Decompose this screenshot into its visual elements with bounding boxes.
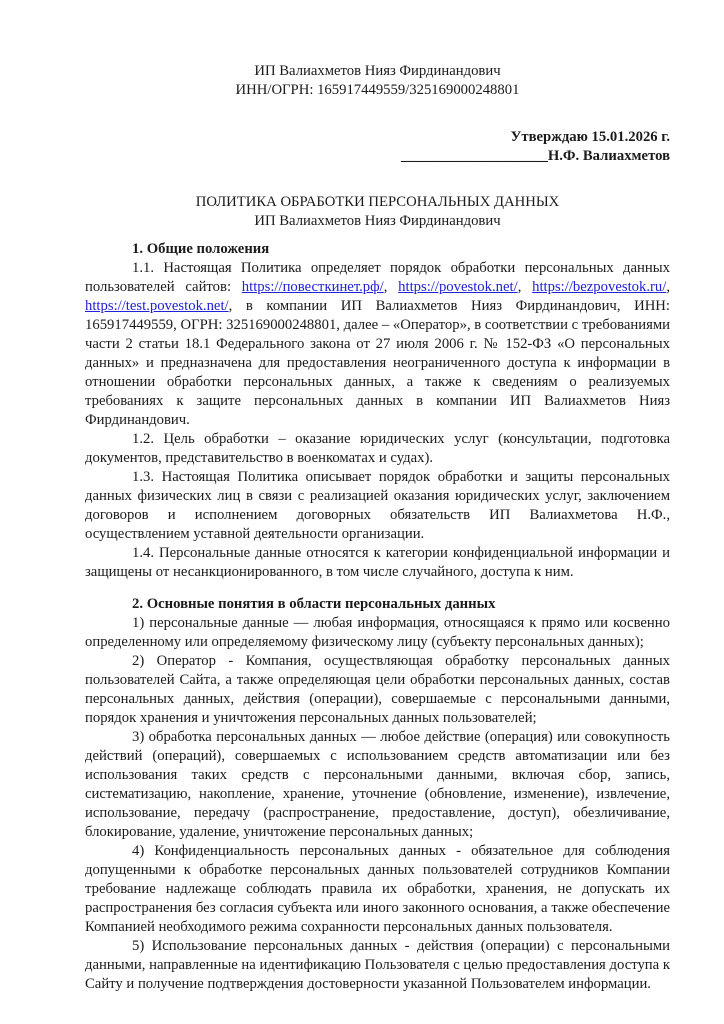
link-separator: ,	[517, 279, 533, 295]
approval-date-line: Утверждаю 15.01.2026 г.	[510, 129, 670, 145]
paragraph-1-4: 1.4. Персональные данные относятся к категории конфиденциальной информации и защищены от несанкционированного, в том числе случайного, доступа к ним.	[85, 545, 670, 580]
paragraph-1-2: 1.2. Цель обработки – оказание юридических услуг (консультации, подготовка документов, представительство в военкоматах и судах).	[85, 431, 670, 466]
company-name-header: ИП Валиахметов Нияз Фирдинандович	[254, 63, 501, 79]
definition-item-4: 4) Конфиденциальность персональных данных - обязательное для соблюдения допущенными к обработке персональных данных пользователей сотрудников Компании требование надлежаще соблюдать правила их обработки, хранения, не допускать их распространения без согласия субъекта или иного законного основания, а также обеспечение Компанией необходимого режима сохранности персональных данных пользователя.	[85, 843, 670, 935]
paragraph-1-3: 1.3. Настоящая Политика описывает порядок обработки и защиты персональных данных физических лиц в связи с реализацией оказания юридических услуг, заключением договоров и исполнением договорных обязательств ИП Валиахметова Н.Ф., осуществлением уставной деятельности организации.	[85, 469, 670, 542]
link-povestok-net[interactable]: https://povestok.net/	[398, 279, 518, 295]
signature-line: ____________________Н.Ф. Валиахметов	[400, 148, 670, 164]
document-title	[85, 193, 670, 231]
section-2-heading: 2. Основные понятия в области персональных данных	[132, 596, 496, 612]
document-title-line2: ИП Валиахметов Нияз Фирдинандович	[254, 213, 501, 229]
section-1-heading: 1. Общие положения	[132, 241, 270, 257]
paragraph-1-1	[85, 259, 670, 430]
inn-ogrn-line: ИНН/ОГРН: 165917449559/325169000248801	[235, 82, 520, 98]
paragraph-1-1-body: , в компании ИП Валиахметов Нияз Фирдинандович, ИНН: 165917449559, ОГРН: 325169000248801, далее – «Оператор», в соответствии с требованиями части 2 статьи 18.1 Федерального закона от 27 июля 2006 г. № 152-ФЗ «О персональных данных» и предназначена для предоставления неограниченного доступа к информации в отношении обработки персональных данных, а также к сведениям о реализуемых требованиях к защите персональных данных в компании ИП Валиахметов Нияз Фирдинандович.	[85, 298, 670, 428]
definition-item-5: 5) Использование персональных данных - действия (операции) с персональными данными, направленные на идентификацию Пользователя с целью предоставления доступа к Сайту и получение подтверждения достоверности указанной Пользователем информации.	[85, 938, 670, 992]
paragraph-1-1-intro: 1.1. Настоящая Политика определяет порядок обработки персональных данных пользователей сайтов:	[85, 260, 670, 295]
definition-item-3: 3) обработка персональных данных — любое действие (операция) или совокупность действий (операций), совершаемых с использованием средств автоматизации или без использования таких средств с персональными данными, включая сбор, запись, систематизацию, накопление, хранение, уточнение (обновление, изменение), извлечение, использование, передачу (распространение, предоставление, доступ), обезличивание, блокирование, удаление, уничтожение персональных данных;	[85, 729, 670, 840]
link-separator: ,	[383, 279, 399, 295]
link-povestkinet-rf[interactable]: https://повесткинет.рф/	[241, 279, 384, 295]
definition-item-1: 1) персональные данные — любая информация, относящаяся к прямо или косвенно определенному или определяемому физическому лицу (субъекту персональных данных);	[85, 615, 670, 650]
document-header	[85, 62, 670, 100]
link-separator: ,	[666, 279, 670, 295]
link-bezpovestok-ru[interactable]: https://bezpovestok.ru/	[532, 279, 667, 295]
document-title-line1: ПОЛИТИКА ОБРАБОТКИ ПЕРСОНАЛЬНЫХ ДАННЫХ	[195, 194, 560, 210]
approval-block	[85, 128, 670, 166]
link-test-povestok-net[interactable]: https://test.povestok.net/	[85, 298, 229, 314]
definition-item-2: 2) Оператор - Компания, осуществляющая обработку персональных данных пользователей Сайта, а также определяющая цели обработки персональных данных, состав персональных данных, действия (операции), совершаемые с персональными данными, порядок хранения и уничтожения персональных данных пользователей;	[85, 653, 670, 726]
